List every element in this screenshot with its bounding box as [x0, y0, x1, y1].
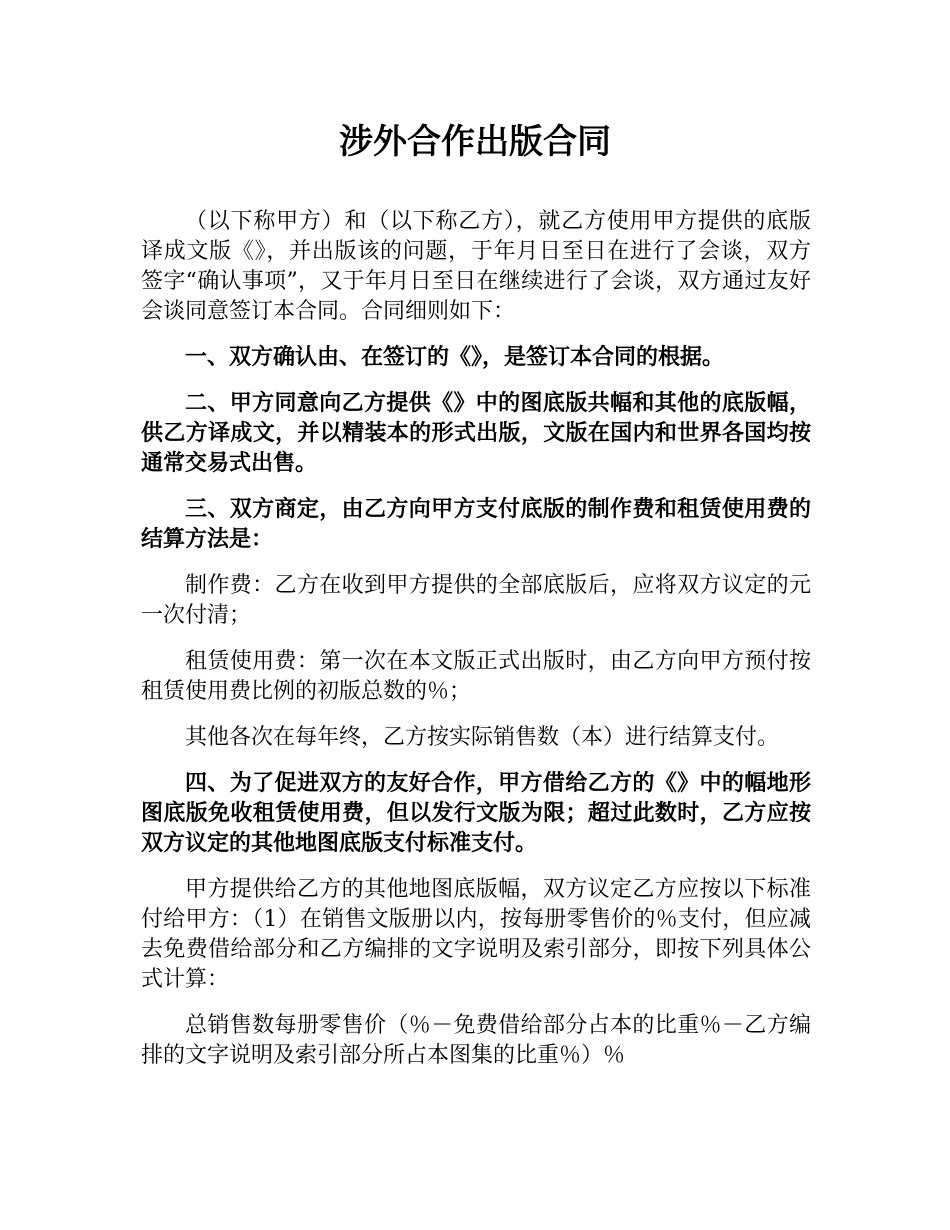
- paragraph-rental-fee: 租赁使用费：第一次在本文版正式出版时，由乙方向甲方预付按租赁使用费比例的初版总数的％；: [141, 649, 811, 704]
- paragraph-formula: 总销售数每册零售价（％－免费借给部分占本的比重％－乙方编排的文字说明及索引部分所占本图集的比重％）％: [141, 1013, 811, 1068]
- paragraph-production-fee: 制作费：乙方在收到甲方提供的全部底版后，应将双方议定的元一次付清；: [141, 573, 811, 628]
- clause-2-heading: 二、甲方同意向乙方提供《》中的图底版共幅和其他的底版幅，供乙方译成文，并以精装本的形式出版，文版在国内和世界各国均按通常交易式出售。: [141, 391, 811, 476]
- document-body: [141, 207, 811, 1087]
- clause-1-heading: 一、双方确认由、在签订的《》，是签订本合同的根据。: [185, 345, 725, 370]
- document-title: 涉外合作出版合同: [339, 122, 611, 162]
- clause-3-heading: 三、双方商定，由乙方向甲方支付底版的制作费和租赁使用费的结算方法是：: [141, 497, 811, 552]
- paragraph-other-maps: 甲方提供给乙方的其他地图底版幅，双方议定乙方应按以下标准付给甲方：（1）在销售文版册以内，按每册零售价的％支付，但应减去免费借给部分和乙方编排的文字说明及索引部分，即按下列具体公式计算：: [141, 877, 811, 992]
- paragraph-other-settlement: 其他各次在每年终，乙方按实际销售数（本）进行结算支付。: [185, 725, 780, 750]
- paragraph-intro: （以下称甲方）和（以下称乙方），就乙方使用甲方提供的底版译成文版《》，并出版该的问题，于年月日至日在进行了会谈，双方签字“确认事项”，又于年月日至日在继续进行了会谈，双方通过友好会谈同意签订本合同。合同细则如下：: [141, 209, 811, 324]
- clause-4-heading: 四、为了促进双方的友好合作，甲方借给乙方的《》中的幅地形图底版免收租赁使用费，但以发行文版为限；超过此数时，乙方应按双方议定的其他地图底版支付标准支付。: [141, 771, 811, 856]
